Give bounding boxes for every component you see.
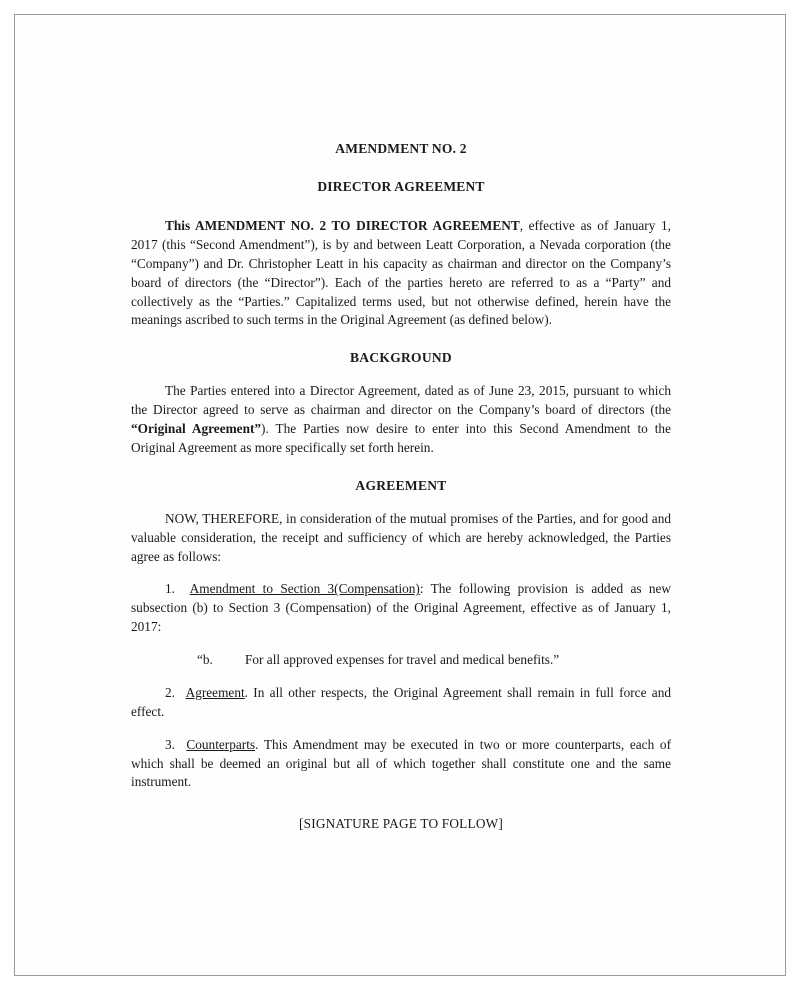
clause-1-title: Amendment to Section 3(Compensation) [189, 581, 420, 597]
quoted-text: For all approved expenses for travel and medical benefits.” [245, 652, 560, 667]
preamble-lead: This AMENDMENT NO. 2 TO DIRECTOR AGREEMENT [165, 218, 520, 233]
document-page [14, 14, 786, 976]
quoted-label: “b. [197, 652, 213, 667]
clause-1-text: : The following provision is added as new subsection (b) to Section 3 (Compensation) of the Original Agreement, effective as of January 1, 2017: [131, 581, 671, 635]
document-title: AMENDMENT NO. 2 [335, 141, 467, 156]
clause-1-number: 1. [165, 581, 175, 597]
background-text-2: ). The Parties now desire to enter into this Second Amendment to the Original Agreement as more specifically set forth herein. [131, 421, 671, 455]
clause-2-title: Agreement [185, 684, 245, 700]
clause-2 [131, 684, 671, 722]
preamble-rest: , effective as of January 1, 2017 (this “Second Amendment”), is by and between Leatt Corporation, a Nevada corporation (the “Company”) and Dr. Christopher Leatt in his capacity as chairman and director on the Company’s board of directors (the “Director”). Each of the parties hereto are referred to as a “Party” and collectively as the “Parties.” Capitalized terms used, but not otherwise defined, herein have the meanings ascribed to such terms in the Original Agreement (as defined below). [131, 218, 671, 328]
quoted-subsection [131, 651, 671, 670]
background-heading: BACKGROUND [349, 350, 452, 366]
clause-2-number: 2. [165, 684, 175, 700]
clause-3-text: . This Amendment may be executed in two or more counterparts, each of which shall be deemed an original but all of which together shall constitute one and the same instrument. [131, 736, 671, 790]
clause-3-title: Counterparts [186, 736, 256, 752]
document-body [131, 141, 671, 832]
agreement-intro-paragraph: NOW, THEREFORE, in consideration of the mutual promises of the Parties, and for good and valuable consideration, the receipt and sufficiency of which are hereby acknowledged, the Parties agree as follows: [131, 510, 671, 564]
agreement-heading: AGREEMENT [355, 477, 447, 493]
clause-3 [131, 736, 671, 793]
clause-3-number: 3. [165, 736, 175, 752]
document-subtitle: DIRECTOR AGREEMENT [317, 179, 485, 194]
background-text-1: The Parties entered into a Director Agreement, dated as of June 23, 2015, pursuant to which the Director agreed to serve as chairman and director on the Company’s board of directors (the [131, 383, 671, 418]
clause-2-text: . In all other respects, the Original Agreement shall remain in full force and effect. [131, 684, 671, 719]
signature-page-note: [SIGNATURE PAGE TO FOLLOW] [298, 816, 504, 832]
clause-1 [131, 580, 671, 637]
background-bold-term: “Original Agreement” [131, 421, 262, 436]
preamble-paragraph [131, 217, 671, 330]
background-paragraph [131, 382, 671, 458]
